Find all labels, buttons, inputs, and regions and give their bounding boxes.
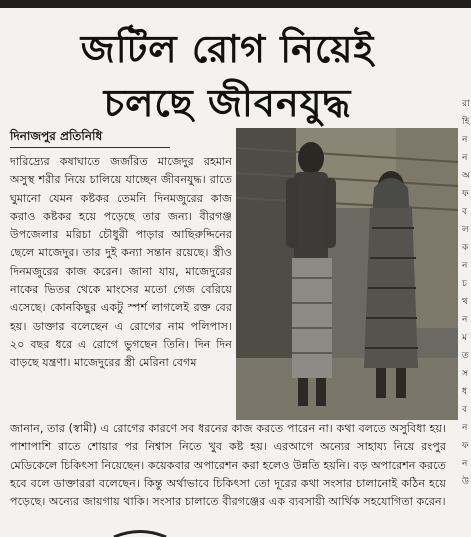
adjacent-fragment: উ — [462, 477, 470, 487]
adjacent-fragment: রা — [462, 99, 470, 109]
adjacent-fragment: ত — [462, 351, 469, 361]
article-body-full-width: জানান, তার (স্বামী) এ রোগের কারণে সব ধরনের কাজ করতে পারেন না। কথা বলতে অসুবিধা হয়। পাশাপাশি রাতে শোয়ার পর নিশ্বাস নিতে খুব কষ্ট হয়। এরআগে অন্যের সাহায্য নিয়ে রংপুর মেডিকেলে চিকিৎসা নিয়েছেন। কয়েকবার অপারেশন করা হলেও উন্নতি হয়নি। বড় অপারেশন করতে হবে বলে ডাক্তাররা বলেছেন। কিন্তু অর্থাভাবে চিকিৎসা তো দূরের কথা সংসার চালানোই কঠিন হয়ে পড়েছে। অন্যের জায়গায় থাকি। সংসার চালাতে বীরগঞ্জের এক ব্যবসায়ী আর্থিক সহযোগিতা করেন। — [10, 422, 446, 509]
adjacent-fragment: ধ — [462, 387, 468, 397]
byline: দিনাজপুর প্রতিনিধি — [10, 129, 103, 143]
adjacent-fragment: ন — [462, 153, 468, 163]
adjacent-fragment: অ — [462, 171, 470, 181]
photo-illustration — [236, 128, 458, 420]
adjacent-fragment: ফ — [462, 441, 469, 451]
adjacent-fragment: ম — [462, 333, 467, 343]
news-photo — [236, 128, 458, 420]
page-top-rule — [0, 0, 471, 8]
adjacent-column-edge — [462, 95, 471, 537]
adjacent-fragment: ক — [462, 243, 469, 253]
adjacent-fragment: ন — [462, 315, 468, 325]
adjacent-fragment: ন — [462, 423, 468, 433]
adjacent-fragment: হি — [462, 117, 470, 127]
adjacent-fragment: ব — [462, 207, 468, 217]
adjacent-fragment: ন — [462, 135, 468, 145]
adjacent-fragment: থ — [462, 297, 468, 307]
adjacent-fragment: ন — [462, 261, 468, 271]
adjacent-fragment: ব — [462, 405, 468, 415]
headline-line-1: জটিল রোগ নিয়েই — [80, 27, 375, 71]
byline-underline — [10, 147, 170, 148]
article-body-left-column: দারিদ্র্যের কষাঘাতে জর্জরিত মাজেদুর রহমান অসুস্থ শরীর নিয়ে চালিয়ে যাচ্ছেন জীবনযুদ্ধ। রাতে ঘুমানো যেমন কষ্টকর তেমনি দিনমজুরের কাজ করাও কষ্টকর হয়ে পড়েছে তার জন্য। বীরগঞ্জ উপজেলার মরিচা চৌধুরী পাড়ার আছিরুদ্দিনের ছেলে মাজেদুর। তার দুই কন্যা সন্তান রয়েছে। স্ত্রীও দিনমজুরের কাজ করেন। জানা যায়, মাজেদুরের নাকের ভিতর থেকে মাংসের মতো গেজ বেরিয়ে এসেছে। কোনকিছুর একটু স্পর্শ লাগলেই রক্ত বের হয়। ডাক্তার বলেছেন এ রোগের নাম পলিপাস। ২০ বছর ধরে এ রোগে ভুগছেন তিনি। দিন দিন বাড়ছে যন্ত্রণা। মাজেদুরের স্ত্রী মেরিনা বেগম — [10, 155, 232, 370]
adjacent-fragment: ল — [462, 225, 469, 235]
headline-line-2: চলছে জীবনযুদ্ধ — [103, 81, 352, 125]
adjacent-fragment: ফ — [462, 189, 469, 199]
adjacent-fragment: ন — [462, 459, 468, 469]
adjacent-fragment: চ — [462, 279, 467, 289]
next-article-fragment — [110, 528, 170, 537]
adjacent-fragment: স — [462, 369, 468, 379]
